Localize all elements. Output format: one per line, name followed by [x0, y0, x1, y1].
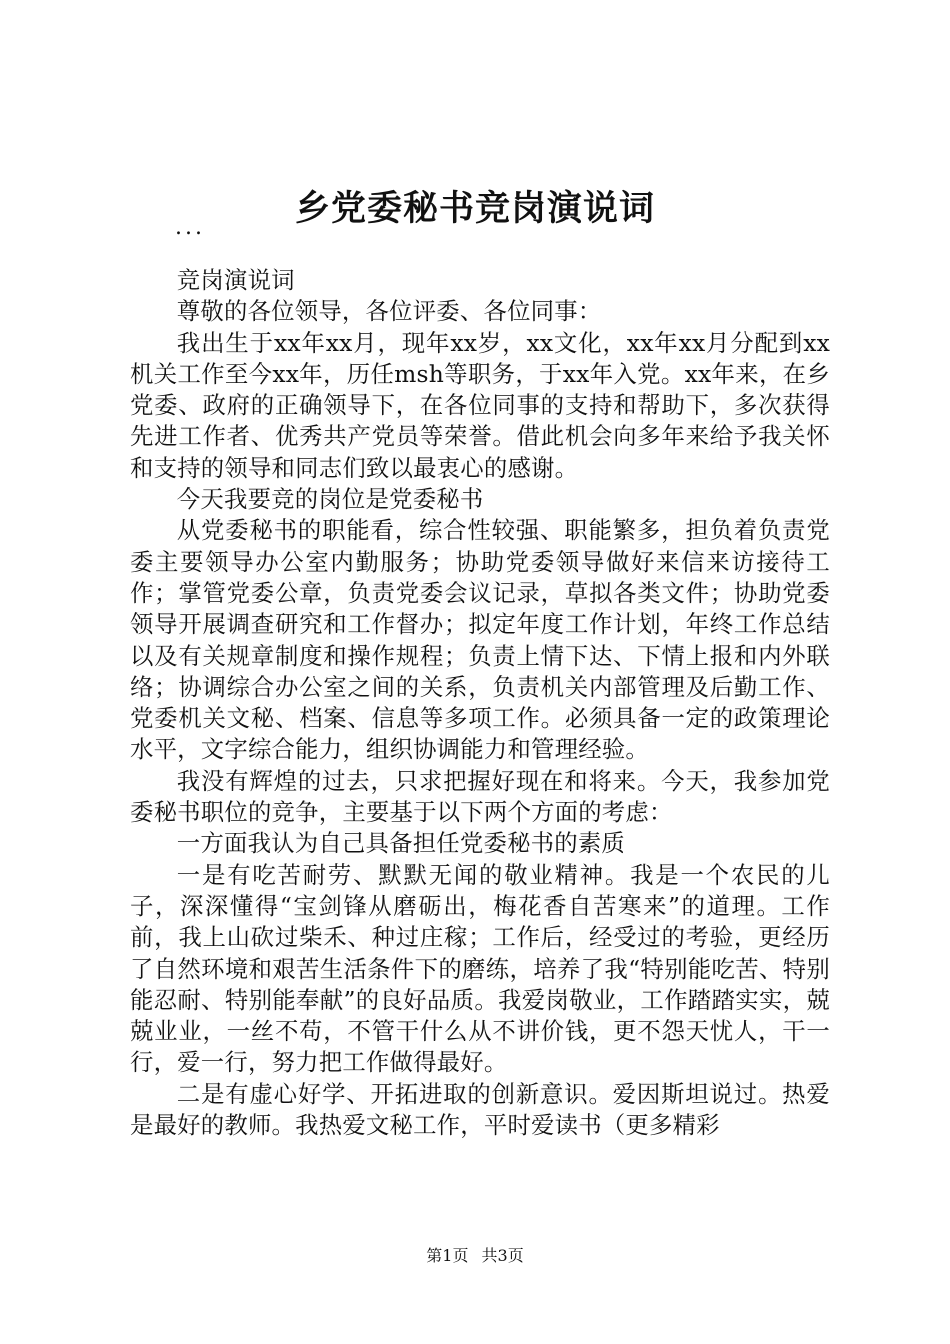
page-number: 第1页: [426, 1246, 469, 1265]
paragraph-quality-one: 一是有吃苦耐劳、默默无闻的敬业精神。我是一个农民的儿子，深深懂得“宝剑锋从磨砺出，梅花香自苦寒来”的道理。工作前，我上山砍过柴禾、种过庄稼；工作后，经受过的考验，更经历了自然环境和艰苦生活条件下的磨练，培养了我“特别能吃苦、特别能忍耐、特别能奉献”的良好品质。我爱岗敬业，工作踏踏实实，兢兢业业，一丝不苟，不管干什么从不讲价钱，更不怨天忧人，干一行，爱一行，努力把工作做得最好。: [130, 860, 830, 1077]
paragraph-quality-two: 二是有虚心好学、开拓进取的创新意识。爱因斯坦说过。热爱是最好的教师。我热爱文秘工作，平时爱读书（更多精彩: [130, 1079, 830, 1140]
document-body: [130, 265, 830, 1141]
paragraph-position: 今天我要竞的岗位是党委秘书: [176, 485, 484, 514]
paragraph-salutation: 尊敬的各位领导，各位评委、各位同事：: [176, 297, 602, 326]
page-total: 共3页: [481, 1246, 524, 1265]
paragraph-duties: 从党委秘书的职能看，综合性较强、职能繁多，担负着负责党委主要领导办公室内勤服务；协助党委领导做好来信来访接待工作；掌管党委公章，负责党委会议记录，草拟各类文件；协助党委领导开展调查研究和工作督办；拟定年度工作计划，年终工作总结以及有关规章制度和操作规程；负责上情下达、下情上报和内外联络；协调综合办公室之间的关系，负责机关内部管理及后勤工作、党委机关文秘、档案、信息等多项工作。必须具备一定的政策理论水平，文字综合能力，组织协调能力和管理经验。: [130, 516, 830, 764]
paragraph-heading: 竞岗演说词: [176, 266, 295, 294]
paragraph-motivation: 我没有辉煌的过去，只求把握好现在和将来。今天，我参加党委秘书职位的竞争，主要基于以下两个方面的考虑：: [130, 766, 830, 827]
page-footer: [0, 1244, 950, 1268]
paragraph-qualities-heading: 一方面我认为自己具备担任党委秘书的素质: [176, 829, 626, 858]
paragraph-introduction: 我出生于xx年xx月，现年xx岁，xx文化，xx年xx月分配到xx机关工作至今xx年，历任msh等职务，于xx年入党。xx年来，在乡党委、政府的正确领导下，在各位同事的支持和帮助下，多次获得先进工作者、优秀共产党员等荣誉。借此机会向多年来给予我关怀和支持的领导和同志们致以最衷心的感谢。: [130, 328, 830, 482]
document-title: 乡党委秘书竞岗演说词: [294, 188, 655, 229]
ellipsis-mark: ...: [175, 215, 205, 240]
